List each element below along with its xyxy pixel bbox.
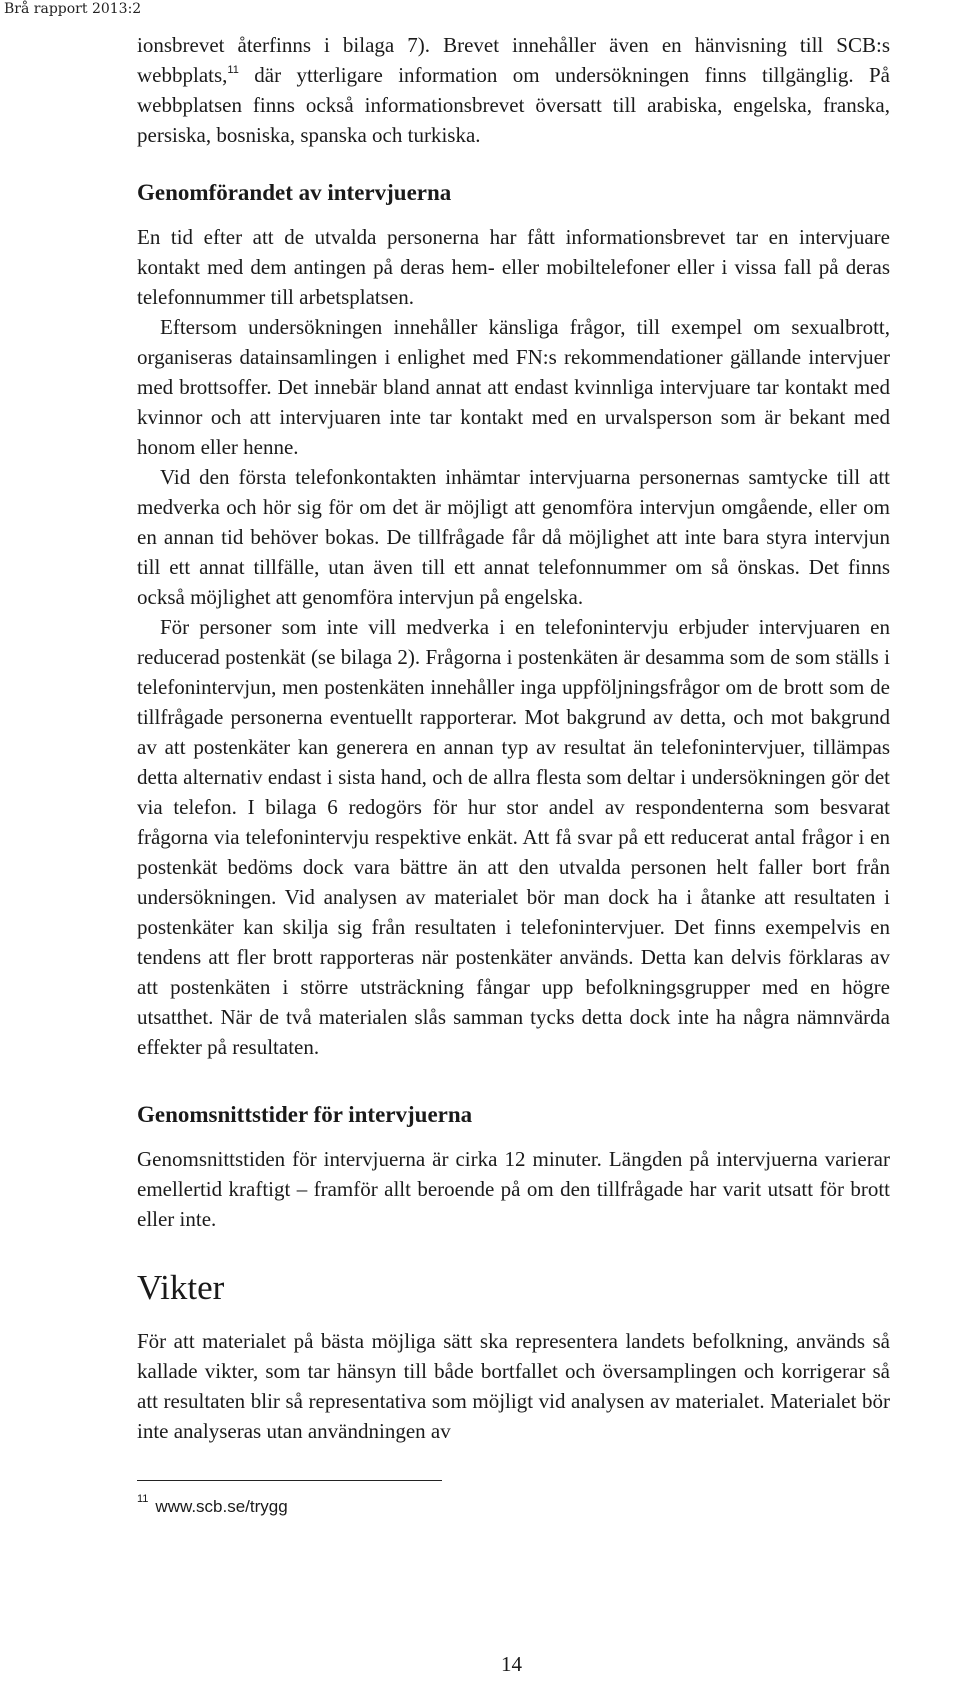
page-body xyxy=(137,30,890,1446)
intro-text-end: där ytterligare information om undersökningen finns tillgänglig. På webbplatsen finns också informationsbrevet översatt till arabiska, engelska, franska, persiska, bosniska, spanska och turkiska. xyxy=(137,63,890,147)
footnote xyxy=(137,1493,288,1518)
body-paragraph: För personer som inte vill medverka i en telefonintervju erbjuder intervjuaren en reducerad postenkät (se bilaga 2). Frågorna i postenkäten är desamma som de som ställs i telefonintervjun, men postenkäten innehåller inga uppföljningsfrågor om de brott som de tillfrågade personerna eventuellt rapporterar. Mot bakgrund av detta, och mot bakgrund av att postenkäter kan generera en annan typ av resultat än telefonintervjuer, tillämpas detta alternativ endast i sista hand, och de allra flesta som deltar i undersökningen gör det via telefon. I bilaga 6 redogörs för hur stor andel av respondenterna som besvarat frågorna via telefonintervju respektive enkät. Att få svar på ett reducerat antal frågor i en postenkät bedöms dock vara bättre än att den utvalda personen helt faller bort från undersökningen. Vid analysen av materialet bör man dock ha i åtanke att resultaten i postenkäter kan skilja sig från resultaten i telefonintervjuer. Det finns exempelvis en tendens att fler brott rapporteras när postenkäter används. Detta kan delvis förklaras av att postenkäten i större utsträckning fångar upp befolkningsgrupper med en högre utsatthet. När de två materialen slås samman tycks detta dock inte ha några nämnvärda effekter på resultaten. xyxy=(137,615,890,1059)
intro-text-start: ionsbrevet återfinns i bilaga 7). Brevet innehåller även en hänvisning till SCB:s webbplats, xyxy=(137,33,890,87)
footnote-link-text: www.scb.se/trygg xyxy=(155,1497,288,1516)
section-heading-genomsnittstider: Genomsnittstider för intervjuerna xyxy=(137,1102,473,1127)
section-heading-genomforandet: Genomförandet av intervjuerna xyxy=(137,180,452,205)
page-number: 14 xyxy=(501,1652,522,1676)
footnote-reference: 11 xyxy=(227,64,239,76)
body-paragraph: En tid efter att de utvalda personerna har fått informationsbrevet tar en intervjuare kontakt med dem antingen på deras hem- eller mobiltelefoner eller i vissa fall på deras telefonnummer till arbetsplatsen. xyxy=(137,225,890,309)
footnote-number: 11 xyxy=(137,1493,149,1505)
body-paragraph: Genomsnittstiden för intervjuerna är cirka 12 minuter. Längden på intervjuerna varierar emellertid kraftigt – framför allt beroende på om den tillfrågade har varit utsatt för brott eller inte. xyxy=(137,1147,890,1231)
body-paragraph: Vid den första telefonkontakten inhämtar intervjuarna personernas samtycke till att medverka och hör sig för om det är möjligt att genomföra intervjun omgående, eller om en annan tid behöver bokas. De tillfrågade får då möjlighet att inte bara styra intervjun till ett annat tillfälle, utan även till ett annat telefonnummer om så önskas. Det finns också möjlighet att genomföra intervjun på engelska. xyxy=(137,465,890,609)
body-paragraph: Eftersom undersökningen innehåller känsliga frågor, till exempel om sexualbrott, organiseras datainsamlingen i enlighet med FN:s rekommendationer gällande intervjuer med brottsoffer. Det innebär bland annat att endast kvinnliga intervjuare tar kontakt med kvinnor och att intervjuaren inte tar kontakt med en urvalsperson som är bekant med honom eller henne. xyxy=(137,315,890,459)
running-header: Brå rapport 2013:2 xyxy=(4,1,142,17)
chapter-heading-vikter: Vikter xyxy=(137,1268,225,1307)
body-paragraph: För att materialet på bästa möjliga sätt ska representera landets befolkning, används så kallade vikter, som tar hänsyn till både bortfallet och översamplingen och korrigerar så att resultaten blir så representativa som möjligt vid analysen av materialet. Materialet bör inte analyseras utan användningen av xyxy=(137,1329,890,1443)
footnote-separator xyxy=(137,1480,442,1481)
intro-paragraph xyxy=(137,30,890,150)
